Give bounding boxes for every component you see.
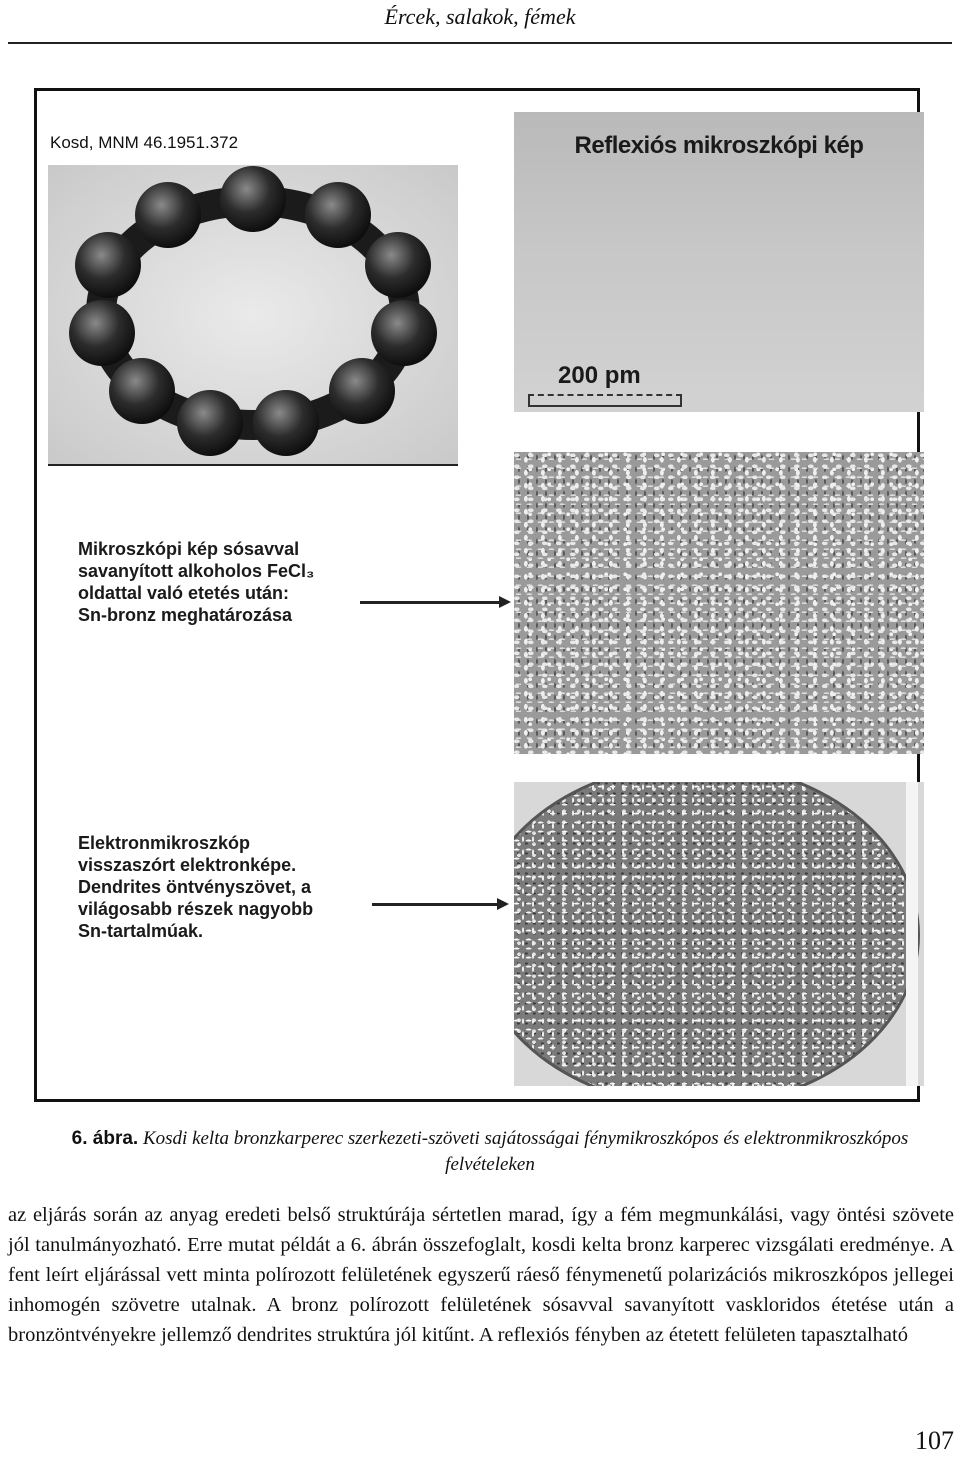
figure-caption-text: Kosdi kelta bronzkarperec szerkezeti-szöveti sajátosságai fénymikroszkópos és elektronmikroszkópos felvételeken bbox=[142, 1128, 909, 1175]
running-head: Ércek, salakok, fémek bbox=[384, 4, 576, 29]
sem-sample-disc bbox=[514, 782, 920, 1086]
sem-caption bbox=[78, 832, 313, 942]
scale-bar bbox=[528, 394, 682, 407]
figure-caption bbox=[60, 1126, 920, 1178]
header-rule bbox=[8, 42, 952, 44]
sem-caption-line: Elektronmikroszkóp bbox=[78, 833, 251, 853]
page-number: 107 bbox=[915, 1426, 954, 1455]
body-text bbox=[8, 1200, 954, 1350]
reflection-title: Reflexiós mikroszkópi kép bbox=[574, 132, 864, 159]
etched-caption-line: oldattal való etetés után: bbox=[78, 583, 290, 603]
etched-micrograph bbox=[514, 452, 924, 754]
bronze-bracelet-image bbox=[48, 165, 458, 465]
sem-caption-line: Dendrites öntvényszövet, a bbox=[78, 877, 312, 897]
scale-label: 200 pm bbox=[558, 362, 641, 389]
photo-bottom-rule bbox=[48, 464, 458, 466]
sem-caption-line: Sn-tartalmúak. bbox=[78, 921, 204, 941]
figure-number: 6. ábra. bbox=[71, 1128, 139, 1149]
arrow-to-etched-micrograph bbox=[360, 601, 502, 604]
etched-caption-line: Sn-bronz meghatározása bbox=[78, 605, 293, 625]
sem-edge-strip bbox=[906, 782, 918, 1086]
etched-caption-line: savanyított alkoholos FeCl₃ bbox=[78, 561, 315, 581]
bracelet-photo bbox=[48, 165, 458, 465]
sem-backscatter-image bbox=[514, 782, 924, 1086]
inventory-label: Kosd, MNM 46.1951.372 bbox=[50, 133, 239, 152]
sem-caption-line: visszaszórt elektronképe. bbox=[78, 855, 297, 875]
arrow-to-sem-image bbox=[372, 903, 500, 906]
body-paragraph: az eljárás során az anyag eredeti belső struktúrája sértetlen marad, így a fém megmunkálási, vagy öntési szövete jól tanulmányozható. Erre mutat példát a 6. ábrán összefoglalt, kosdi kelta bronz karperec vizsgálati eredménye. A fent leírt eljárással vett minta polírozott felületének egyszerű ráeső fénymenetű polarizációs mikroszkópos jellegei inhomogén szövetre utalnak. A bronz polírozott felületének sósavval savanyított vaskloridos étetése után a bronzöntvényekre jellemző dendrites struktúra jól kitűnt. A reflexiós fényben az étetett felületen tapasztalható bbox=[8, 1204, 954, 1346]
etched-caption bbox=[78, 538, 314, 626]
reflection-micrograph bbox=[514, 112, 924, 412]
etched-caption-line: Mikroszkópi kép sósavval bbox=[78, 539, 300, 559]
sem-caption-line: világosabb részek nagyobb bbox=[78, 899, 314, 919]
